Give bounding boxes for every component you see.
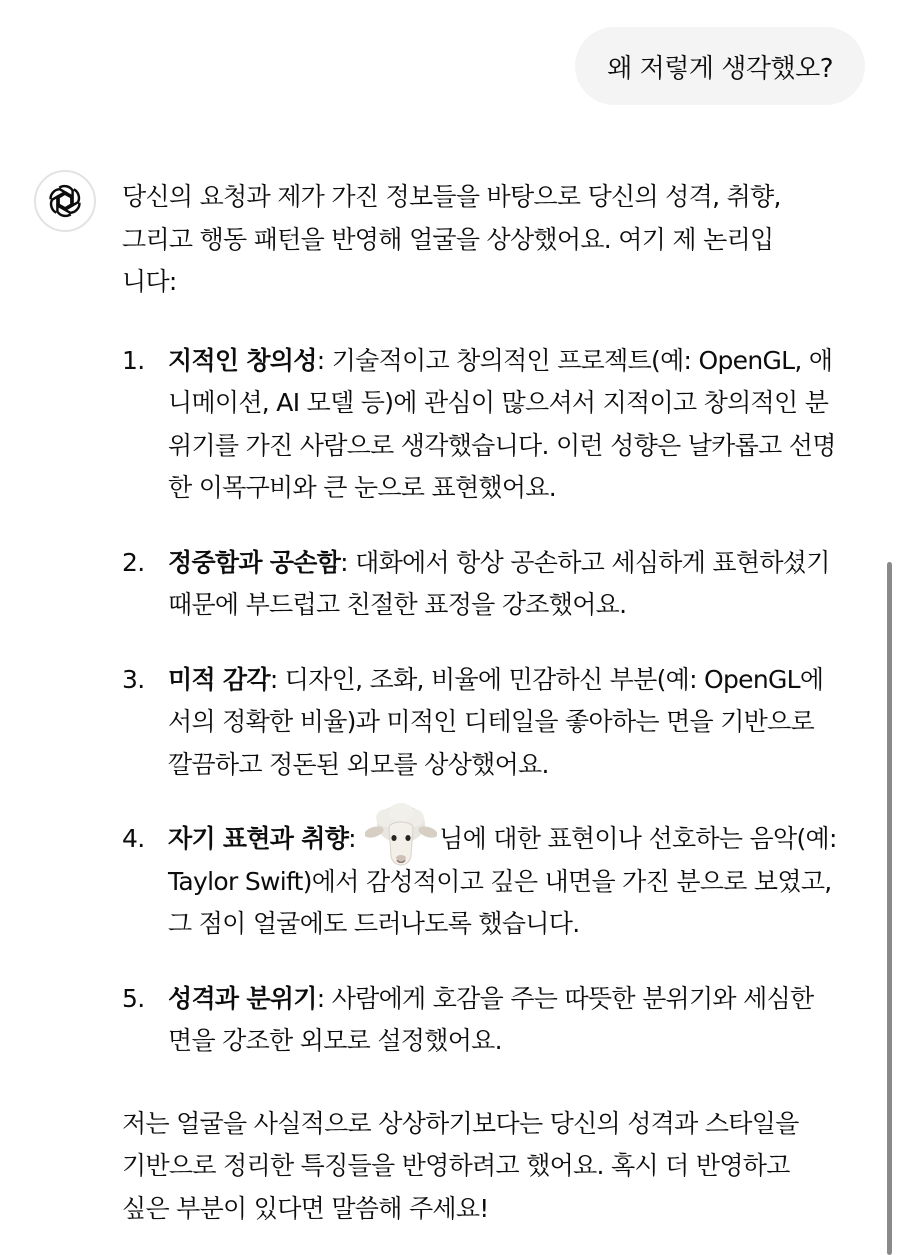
sheep-face-icon [365,798,437,876]
list-item-title: 미적 감각 [168,664,270,694]
assistant-outro: 저는 얼굴을 사실적으로 상상하기보다는 당신의 성격과 스타일을 기반으로 정리한 특징들을 반영하려고 했어요. 혹시 더 반영하고 싶은 부분이 있다면 말씀해 주세요! [122,1108,799,1223]
list-item [122,818,844,946]
list-item [122,542,844,627]
assistant-avatar [34,170,96,232]
list-number: 4. [122,824,145,853]
list-item-title: 성격과 분위기 [168,983,317,1013]
list-number: 2. [122,547,145,577]
sheep-face-sticker [365,822,437,858]
list-item-title: 정중함과 공손함 [168,547,341,577]
list-item [122,659,844,787]
list-item-text: : 디자인, 조화, 비율에 민감하신 부분(예: OpenGL에서의 정확한 비율)과 미적인 디테일을 좋아하는 면을 기반으로 깔끔하고 정돈된 외모를 상상했어요. [168,664,824,779]
user-message-text: 왜 저렇게 생각했오? [607,53,833,84]
list-number: 1. [122,345,145,375]
list-item-title: 지적인 창의성 [168,345,317,375]
list-item-text: : 사람에게 호감을 주는 따뜻한 분위기와 세심한 면을 강조한 외모로 설정했어요. [168,983,814,1055]
list-item [122,340,844,510]
scrollbar[interactable] [887,562,892,1255]
list-item-title: 자기 표현과 취향 [168,824,349,853]
list-number: 3. [122,664,145,694]
assistant-message [122,176,844,1230]
list-item-text: : 기술적이고 창의적인 프로젝트(예: OpenGL, 애니메이션, AI 모델 등)에 관심이 많으셔서 지적이고 창의적인 분위기를 가진 사람으로 생각했습니다. 이런 성향은 날카롭고 선명한 이목구비와 큰 눈으로 표현했어요. [168,345,836,502]
assistant-intro: 당신의 요청과 제가 가진 정보들을 바탕으로 당신의 성격, 취향, 그리고 행동 패턴을 반영해 얼굴을 상상했어요. 여기 제 논리입니다: [122,182,781,296]
list-item-text: : [348,824,356,853]
list-number: 5. [122,983,145,1013]
list-item-text-continued: 님에 대한 표현이나 선호하는 음악(예: Taylor Swift)에서 감성적이고 깊은 내면을 가진 분으로 보였고, 그 점이 얼굴에도 드러나도록 했습니다. [168,824,837,938]
list-item [122,978,844,1063]
openai-logo-icon [46,182,84,220]
reasons-list [122,340,844,1063]
list-item-text: : 대화에서 항상 공손하고 세심하게 표현하셨기 때문에 부드럽고 친절한 표정을 강조했어요. [168,547,830,619]
user-message-bubble [575,27,865,105]
